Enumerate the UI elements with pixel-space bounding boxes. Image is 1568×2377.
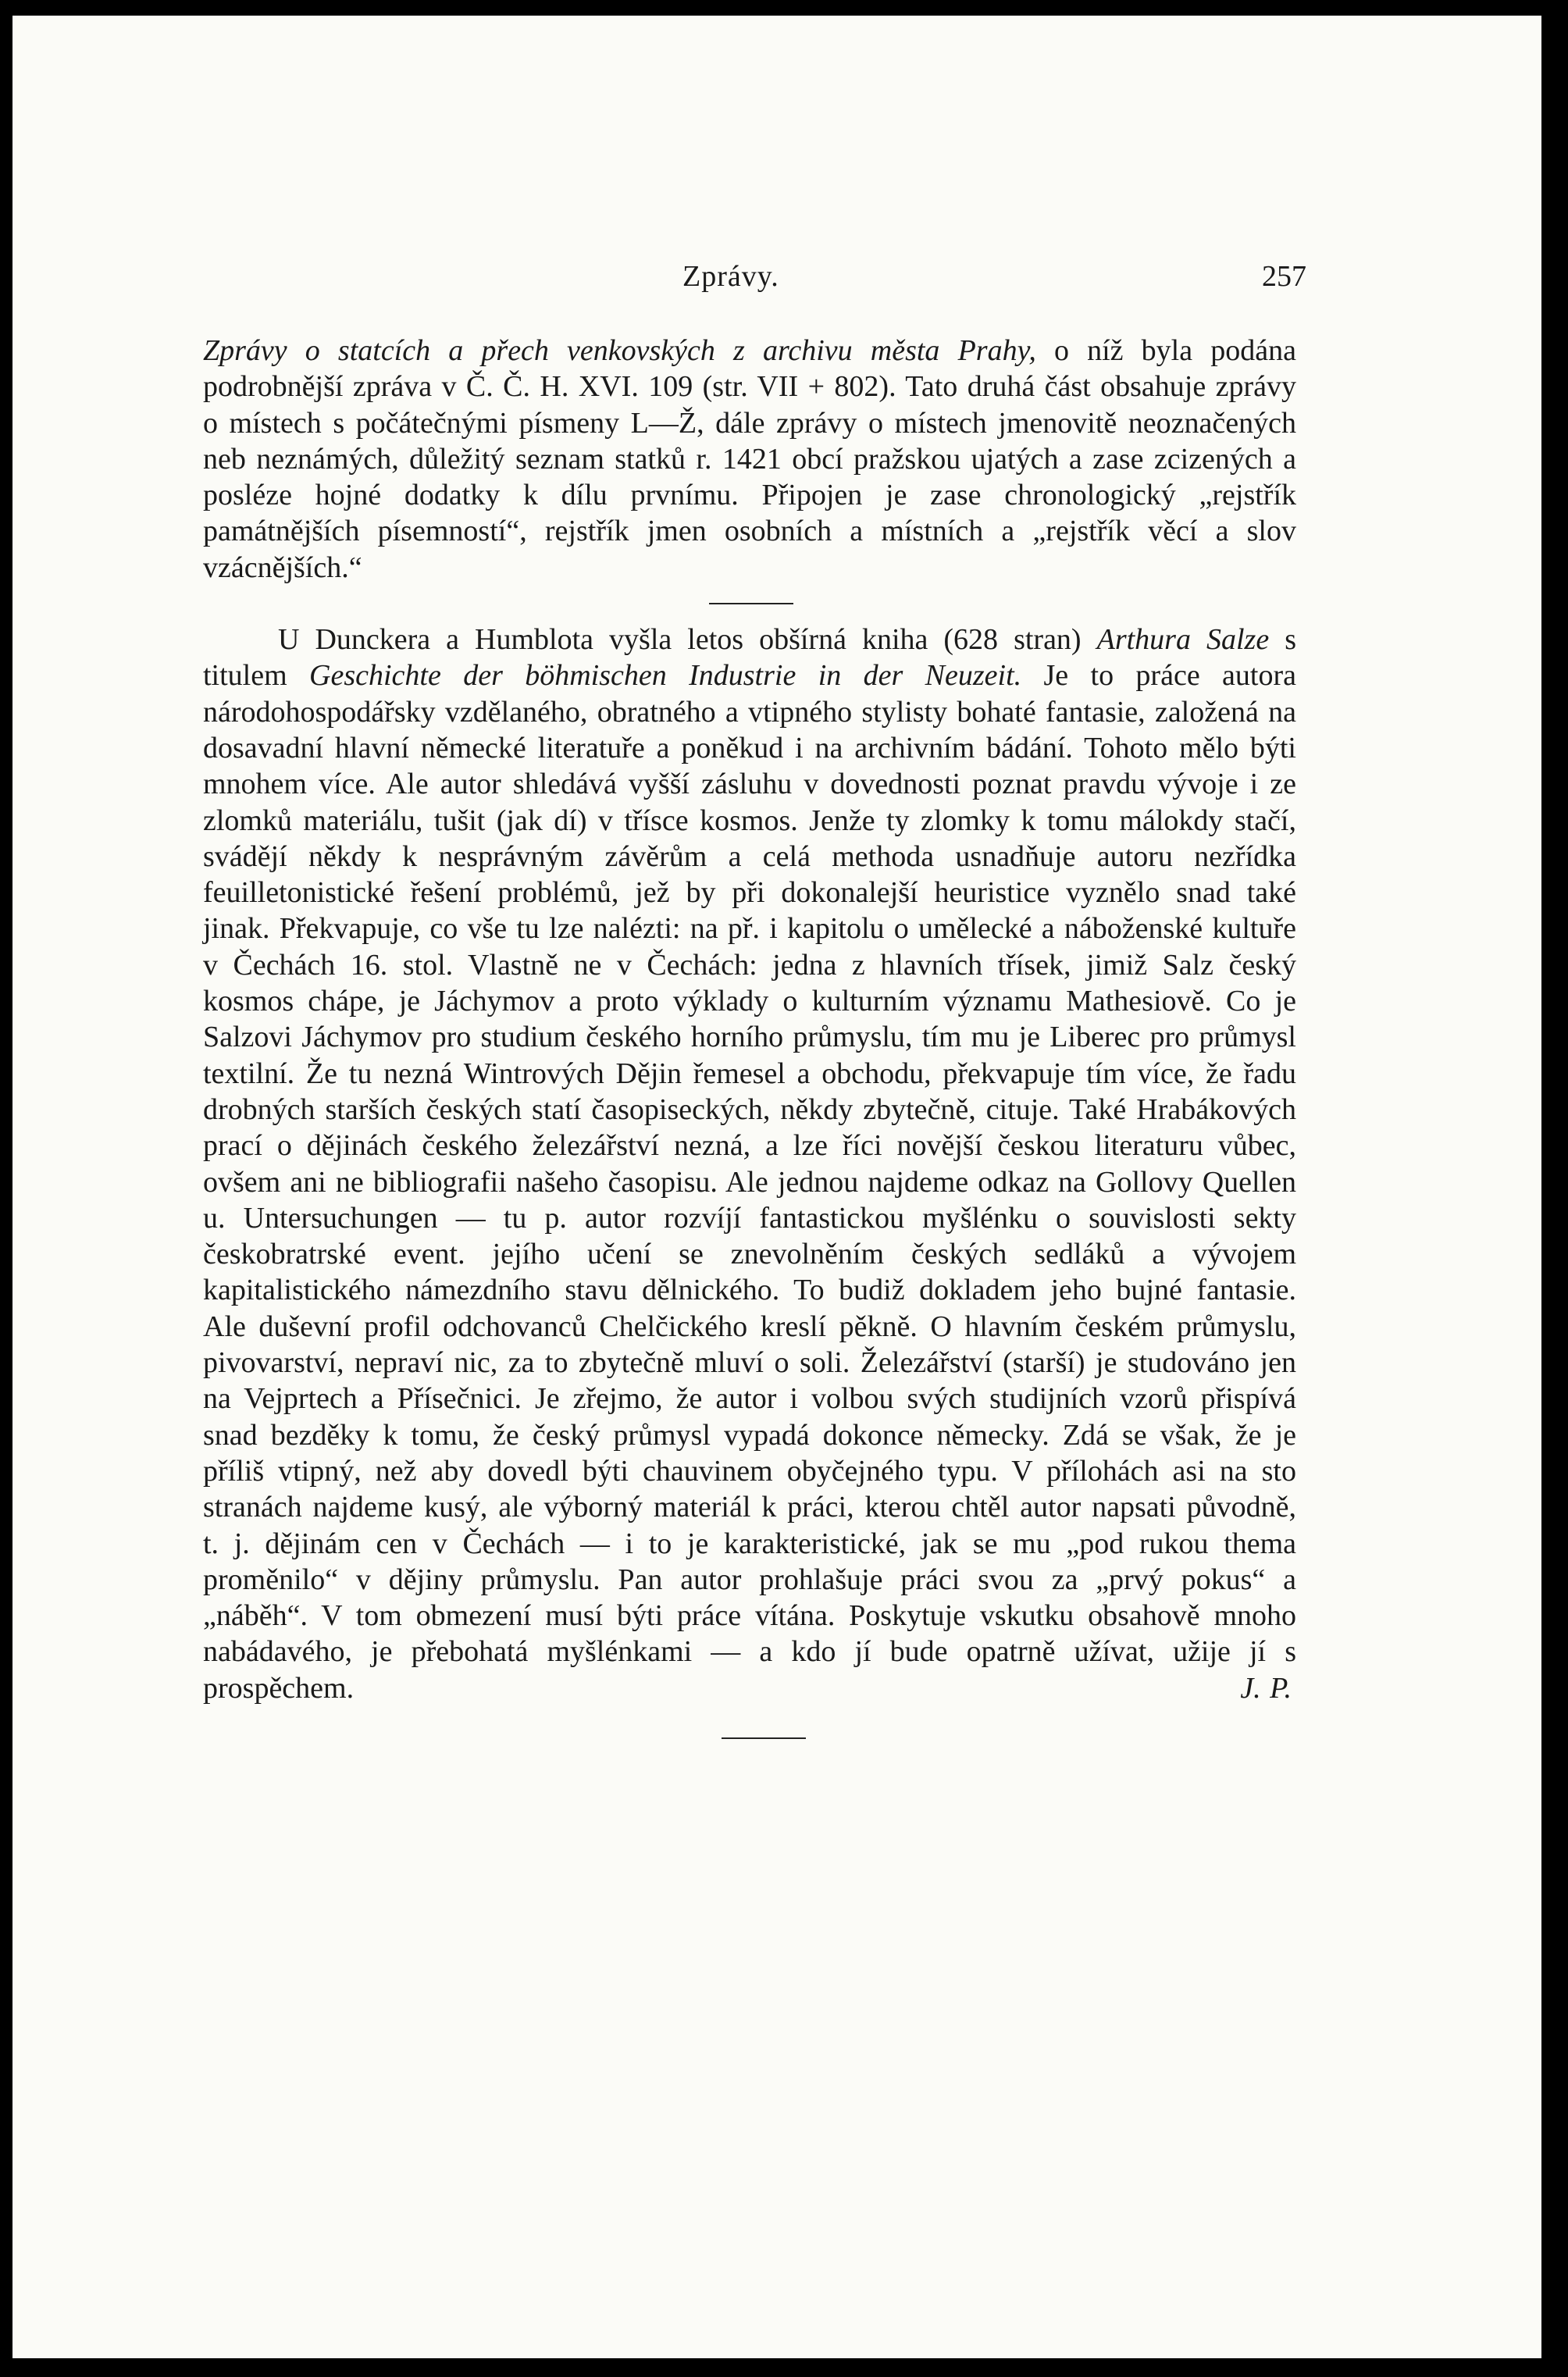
article-body: [203, 333, 1296, 1739]
page-header-title: Zprávy.: [682, 260, 779, 293]
end-divider: [722, 1737, 806, 1739]
book-title-italic: Geschichte der böhmischen Industrie in der Neuzeit.: [309, 659, 1022, 693]
section-divider: [709, 603, 793, 604]
report-title-italic: Zprávy o statcích a přech venkovských z archivu města Prahy,: [203, 334, 1036, 367]
author-name-italic: Arthura Salze: [1096, 623, 1270, 657]
paragraph-salz-review: [203, 622, 1296, 1706]
scanned-page: [12, 16, 1541, 2358]
paragraph-2-intro: U Dunckera a Humblota vyšla letos obšírná kniha (628 stran): [278, 623, 1097, 657]
paragraph-2-connector: s titulem: [203, 623, 1296, 693]
author-signature: J. P.: [1240, 1671, 1292, 1705]
paragraph-prague-archive-report: [203, 333, 1296, 586]
page-number: 257: [1262, 260, 1306, 293]
paragraph-1-text: o níž byla podána podrobnější zpráva v Č. Č. H. XVI. 109 (str. VII + 802). Tato druhá část obsahuje zprávy o místech s počátečnými písmeny L—Ž, dále zprávy o místech jmenovitě neoznačených neb neznámých, důležitý seznam statků r. 1421 obcí pražskou ujatých a zase zcizených a posléze hojné dodatky k dílu prvnímu. Připojen je zase chronologický „rejstřík památnějších písemností“, rejstřík jmen osobních a místních a „rejstřík věcí a slov vzácnějších.“: [203, 334, 1296, 584]
paragraph-2-text: Je to práce autora národohospodářsky vzdělaného, obratného a vtipného stylisty bohaté fantasie, založená na dosavadní hlavní německé literatuře a poněkud i na archivním bádání. Tohoto mělo býti mnohem více. Ale autor shledává vyšší zásluhu v dovednosti poznat pravdu vývoje i ze zlomků materiálu, tušit (jak dí) v třísce kosmos. Jenže ty zlomky k tomu málokdy stačí, svádějí někdy k nesprávným závěrům a celá methoda usnadňuje autoru nezřídka feuilletonistické řešení problémů, jež by při dokonalejší heuristice vyznělo snad také jinak. Překvapuje, co vše tu lze nalézti: na př. i kapitolu o umělecké a náboženské kultuře v Čechách 16. stol. Vlastně ne v Čechách: jedna z hlavních třísek, jimiž Salz český kosmos chápe, je Jáchymov a proto výklady o kulturním významu Mathesiově. Co je Salzovi Jáchymov pro studium českého horního průmyslu, tím mu je Liberec pro průmysl textilní. Že tu nezná Wintrových Dějin řemesel a obchodu, překvapuje tím více, že řadu drobných starších českých statí časopiseckých, někdy zbytečně, cituje. Také Hrabákových prací o dějinách českého železářství nezná, a lze říci novější českou literaturu vůbec, ovšem ani ne bibliografii našeho časopisu. Ale jednou najdeme odkaz na Gollovy Quellen u. Untersuchungen — tu p. autor rozvíjí fantastickou myšlénku o souvislosti sekty českobratrské event. jejího učení se znevolněním českých sedláků a vývojem kapitalistického námezdního stavu dělnického. To budiž dokladem jeho bujné fantasie. Ale duševní profil odchovanců Chelčického kreslí pěkně. O hlavním českém průmyslu, pivovarství, nepraví nic, za to zbytečně mluví o soli. Železářství (starší) je studováno jen na Vejprtech a Přísečnici. Je zřejmo, že autor i volbou svých studijních vzorů přispívá snad bezděky k tomu, že český průmysl vypadá dokonce německy. Zdá se však, že je příliš vtipný, než aby dovedl býti chauvinem obyčejného typu. V přílohách asi na sto stranách najdeme kusý, ale výborný materiál k práci, kterou chtěl autor napsati původně, t. j. dějinám cen v Čechách — i to je karakteristické, jak se mu „pod rukou thema proměnilo“ v dějiny průmyslu. Pan autor prohlašuje práci svou za „prvý pokus“ a „náběh“. V tom obmezení musí býti práce vítána. Poskytuje vskutku obsahově mnoho nabádavého, je přebohatá myšlénkami — a kdo jí bude opatrně užívat, užije jí s prospěchem.: [203, 659, 1297, 1705]
